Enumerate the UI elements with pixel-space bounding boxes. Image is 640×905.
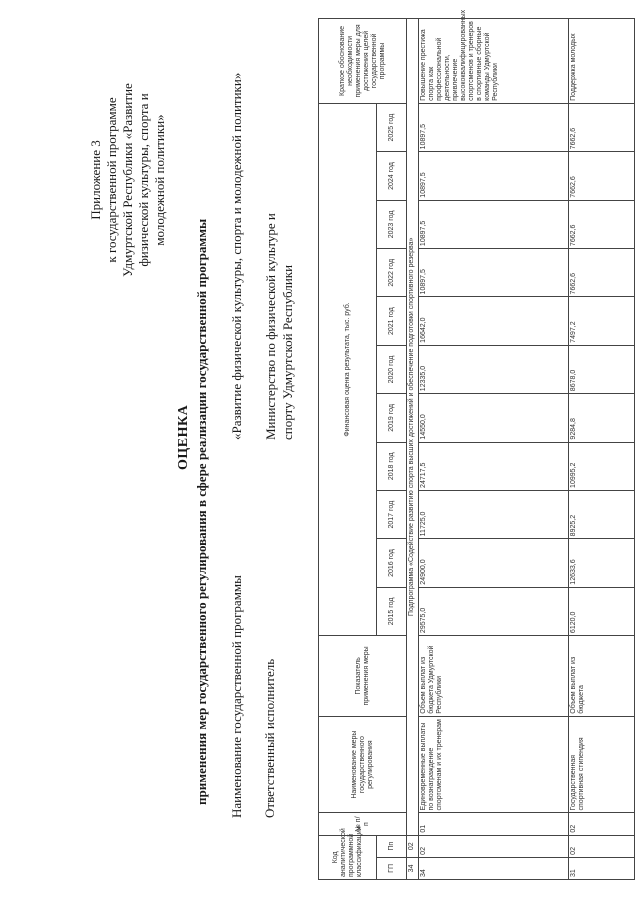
- assessment-table-wrapper: [318, 9, 634, 880]
- cell-measure-name: Государственная спортивная стипендия: [569, 716, 635, 813]
- header-year: 2020 год: [377, 345, 407, 393]
- cell-rationale: Поддержка молодых: [569, 19, 635, 104]
- cell-value: 11725,0: [419, 490, 569, 538]
- document-title: ОЦЕНКА: [176, 404, 191, 470]
- cell-value: 8925,2: [569, 490, 635, 538]
- subprogram-gp: 34: [407, 857, 419, 879]
- appendix-line: молодежной политики»: [152, 114, 167, 246]
- cell-value: 16642,0: [419, 297, 569, 345]
- cell-value: 7662,6: [569, 200, 635, 248]
- cell-value: 10897,5: [419, 249, 569, 297]
- executor-label: Ответственный исполнитель: [262, 658, 277, 818]
- header-rationale: Краткое обоснование необходимости применения меры для достижения целей государственной программы: [319, 19, 407, 104]
- cell-value: 12335,0: [419, 345, 569, 393]
- header-code: Код аналитической программной классификации: [319, 835, 377, 879]
- cell-gp: 31: [569, 857, 635, 879]
- header-no: № п/п: [319, 813, 407, 835]
- cell-value: 6120,0: [569, 587, 635, 635]
- table-row: [419, 19, 569, 880]
- cell-value: 8678,0: [569, 345, 635, 393]
- cell-value: 7662,6: [569, 152, 635, 200]
- cell-rationale: Повышение престижа спорта как профессиональной деятельности, привлечение высококвалифицированных спортсменов и тренеров в спортивные сборные команды Удмуртской Республики: [419, 19, 569, 104]
- header-year: 2023 год: [377, 200, 407, 248]
- cell-value: 7662,6: [569, 103, 635, 151]
- appendix-line: к государственной программе: [104, 97, 119, 263]
- cell-measure-name: Единовременные выплаты по вознаграждение спортсменам и их тренерам: [419, 716, 569, 813]
- cell-value: 7662,6: [569, 249, 635, 297]
- cell-value: 24717,5: [419, 442, 569, 490]
- cell-value: 7497,2: [569, 297, 635, 345]
- assessment-table: [318, 9, 635, 880]
- cell-value: 10897,5: [419, 200, 569, 248]
- header-indicator: Показатель применения меры: [319, 636, 407, 717]
- header-pp: Пп: [377, 835, 407, 857]
- cell-pp: 02: [419, 835, 569, 857]
- cell-indicator: Объем выплат из бюджета: [569, 636, 635, 717]
- cell-no: 01: [419, 813, 569, 835]
- cell-value: 10995,2: [569, 442, 635, 490]
- header-year: 2021 год: [377, 297, 407, 345]
- cell-value: 10897,5: [419, 152, 569, 200]
- header-measure-name: Наименование меры государственного регулирования: [319, 716, 407, 813]
- header-gp: ГП: [377, 857, 407, 879]
- cell-value: 10897,5: [419, 103, 569, 151]
- appendix-line: физической культуры, спорта и: [136, 93, 151, 267]
- program-label: Наименование государственной программы: [229, 575, 244, 818]
- cell-value: 9284,8: [569, 394, 635, 442]
- subprogram-pp: 02: [407, 835, 419, 857]
- executor-value: Министерство по физической культуре и спорту Удмуртской Республики: [263, 213, 295, 440]
- cell-gp: 34: [419, 857, 569, 879]
- appendix-line: Приложение 3: [88, 140, 103, 220]
- cell-value: 24900,0: [419, 539, 569, 587]
- header-year: 2016 год: [377, 539, 407, 587]
- header-year: 2015 год: [377, 587, 407, 635]
- cell-value: 14550,0: [419, 394, 569, 442]
- cell-no: 02: [569, 813, 635, 835]
- header-year: 2017 год: [377, 490, 407, 538]
- header-year: 2025 год: [377, 103, 407, 151]
- subprogram-title: Подпрограмма «Содействие развитию спорта высших достижений и обеспечение подготовки спортивного резерва»: [407, 19, 419, 836]
- table-row: [569, 19, 635, 880]
- cell-indicator: Объем выплат из бюджета Удмуртской Республики: [419, 636, 569, 717]
- appendix-line: Удмуртской Республики «Развитие: [120, 83, 135, 277]
- header-financial: Финансовая оценка результата, тыс. руб.: [319, 103, 377, 635]
- subprogram-row: [407, 19, 419, 880]
- header-year: 2018 год: [377, 442, 407, 490]
- document-subtitle: применения мер государственного регулирования в сфере реализации государственной программы: [194, 218, 209, 805]
- appendix-note: [88, 60, 168, 300]
- header-year: 2024 год: [377, 152, 407, 200]
- header-year: 2022 год: [377, 249, 407, 297]
- program-value: «Развитие физической культуры, спорта и молодежной политики»: [229, 72, 244, 440]
- header-year: 2019 год: [377, 394, 407, 442]
- cell-value: 12633,6: [569, 539, 635, 587]
- cell-pp: 02: [569, 835, 635, 857]
- cell-value: 29575,0: [419, 587, 569, 635]
